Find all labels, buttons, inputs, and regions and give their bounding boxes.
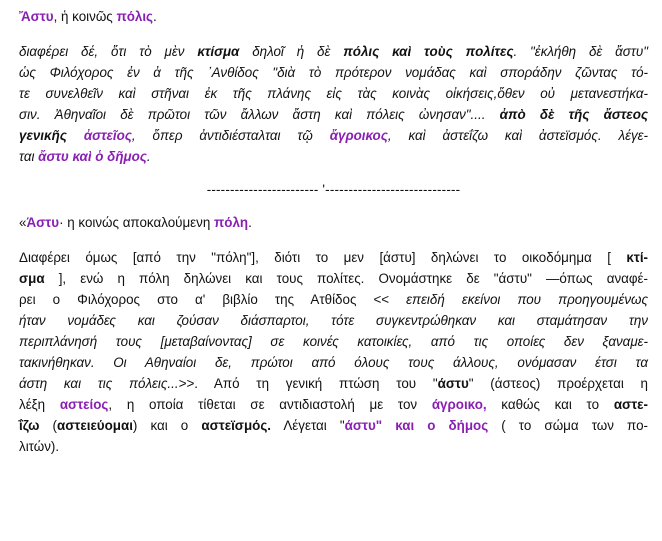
- modern-asty-genitive: άστυ: [437, 376, 469, 391]
- ancient-text: ὡς Φιλόχορος ἐν ἀ τῆς ᾿Ανθίδος "διὰ τὸ πρότερον νομάδας καὶ σποράδην ζῶντας τό-: [19, 65, 648, 80]
- modern-text: ( το σώμα των πο-: [488, 418, 648, 433]
- modern-line-7: [19, 373, 648, 394]
- modern-heading-term: Άστυ: [26, 215, 60, 230]
- modern-asteismos: αστεϊσμός.: [201, 418, 272, 433]
- ancient-text: . "ἐκλήθη δὲ ἄστυ": [513, 44, 648, 59]
- modern-line-1: [19, 247, 648, 268]
- ancient-agroikos: ἄγροικος: [329, 128, 388, 143]
- modern-line-8: [19, 394, 648, 415]
- ancient-text: ται: [19, 149, 39, 164]
- modern-quote-text: τακινήθηκαν. Οι Αθηναίοι δε, πρώτοι από όλους τους άλλους, ονόμασαν έτσι τα: [19, 355, 648, 370]
- ancient-polis-citizens: πόλις καὶ τοὺς πολίτες: [343, 44, 514, 59]
- modern-text: ], ενώ η πόλη δηλώνει και τους πολίτες. Ονομάστηκε δε "άστυ" —όπως αναφέ-: [44, 271, 648, 286]
- modern-text: (: [39, 418, 57, 433]
- modern-text: λέξη: [19, 397, 60, 412]
- modern-asteievomai: αστειεύομαι: [57, 418, 133, 433]
- modern-asteizo-end: ΐζω: [19, 418, 40, 433]
- modern-agroiko: άγροικο,: [431, 397, 487, 412]
- ancient-paragraph: [19, 41, 648, 167]
- modern-quote-text: άστη και τις πόλεις...>>: [19, 376, 195, 391]
- modern-heading-connector: · η κοινώς αποκαλούμενη: [59, 215, 215, 230]
- modern-paragraph: [19, 247, 648, 457]
- ancient-line-1: [19, 41, 648, 62]
- modern-line-5: [19, 331, 648, 352]
- modern-quote-text: περιπλάνησή τους [μεταβαίνοντας] σε κοινές κατοικίες, από τις οποίες δεν ξαναμε-: [19, 334, 648, 349]
- ancient-line-5: [19, 125, 648, 146]
- modern-asteios: αστείος: [59, 397, 109, 412]
- ancient-text: , ὅπερ ἀντιδιέσταλται τῷ: [131, 128, 330, 143]
- modern-heading-polis: πόλη: [214, 215, 249, 230]
- ancient-text: τε συνελθεῖν καὶ στῆναι ἐκ τῆς πλάνης εἰς τὰς κοινὰς οἰκήσεις,ὅθεν οὐ μετανεστήκα-: [19, 86, 648, 101]
- ancient-text: .: [146, 149, 151, 164]
- modern-text: λιτών).: [19, 439, 60, 454]
- ancient-text: σιν. Ἀθηναῖοι δὲ πρῶτοι τῶν ἄλλων ἄστη καὶ πόλεις ὠνησαν"....: [19, 107, 500, 122]
- modern-text: ) και ο: [132, 418, 202, 433]
- modern-text: ρει ο Φιλόχορος στο α' βιβλίο της Ατθίδος <<: [19, 292, 407, 307]
- ancient-line-6: [19, 146, 648, 167]
- ancient-text: δηλοῖ ἡ δὲ: [239, 44, 344, 59]
- ancient-heading-term: Ἄστυ: [19, 9, 54, 24]
- ancient-text: [67, 128, 84, 143]
- modern-heading: [19, 212, 648, 233]
- modern-line-3: [19, 289, 648, 310]
- modern-line-2: [19, 268, 648, 289]
- modern-text: . Από τη γενική πτώση του ": [194, 376, 438, 391]
- modern-ktisma-start: κτί-: [626, 250, 648, 265]
- ancient-heading-polis: πόλις: [116, 9, 154, 24]
- ancient-heading: [19, 6, 648, 27]
- modern-quote-text: ήταν νομάδες και ζούσαν διάσπαρτοι, τότε συγκεντρώθηκαν και σταμάτησαν την: [19, 313, 648, 328]
- modern-line-9: [19, 415, 648, 436]
- modern-ktisma-end: σμα: [19, 271, 45, 286]
- modern-text: Διαφέρει όμως [από την "πόλη"], διότι το μεν [άστυ] δηλώνει το οικοδόμημα [: [19, 250, 627, 265]
- modern-heading-quote: «: [19, 215, 27, 230]
- modern-heading-end: .: [248, 215, 252, 230]
- ancient-line-4: [19, 104, 648, 125]
- modern-line-6: [19, 352, 648, 373]
- section-divider: ------------------------ '-----------------------------: [206, 182, 461, 197]
- modern-text: " (άστεος) προέρχεται η: [468, 376, 648, 391]
- ancient-text: , καὶ ἀστεΐζω καὶ ἀστεϊσμός. λέγε-: [387, 128, 648, 143]
- modern-text: καθώς και το: [486, 397, 614, 412]
- modern-asty-demos: άστυ" και ο δήμος: [344, 418, 489, 433]
- modern-line-4: [19, 310, 648, 331]
- ancient-asteios: ἀστεῖος: [83, 128, 132, 143]
- modern-quote-text: επειδή εκείνοι που προηγουμένως: [406, 292, 648, 307]
- ancient-line-2: [19, 62, 648, 83]
- ancient-heading-connector: , ἡ κοινῶς: [53, 9, 117, 24]
- ancient-genitive-phrase: ἀπὸ δὲ τῆς ἄστεος: [499, 107, 648, 122]
- ancient-asty-demos: ἄστυ καὶ ὁ δῆμος: [38, 149, 147, 164]
- modern-asteizo-start: αστε-: [613, 397, 648, 412]
- modern-line-10: [19, 436, 648, 457]
- ancient-ktisma: κτίσμα: [197, 44, 240, 59]
- ancient-heading-end: .: [153, 9, 157, 24]
- ancient-genikis: γενικῆς: [19, 128, 67, 143]
- modern-text: Λέγεται ": [271, 418, 345, 433]
- ancient-line-3: [19, 83, 648, 104]
- ancient-text: διαφέρει δέ, ὅτι τὸ μὲν: [19, 44, 198, 59]
- modern-text: , η οποία τίθεται σε αντιδιαστολή με τον: [108, 397, 432, 412]
